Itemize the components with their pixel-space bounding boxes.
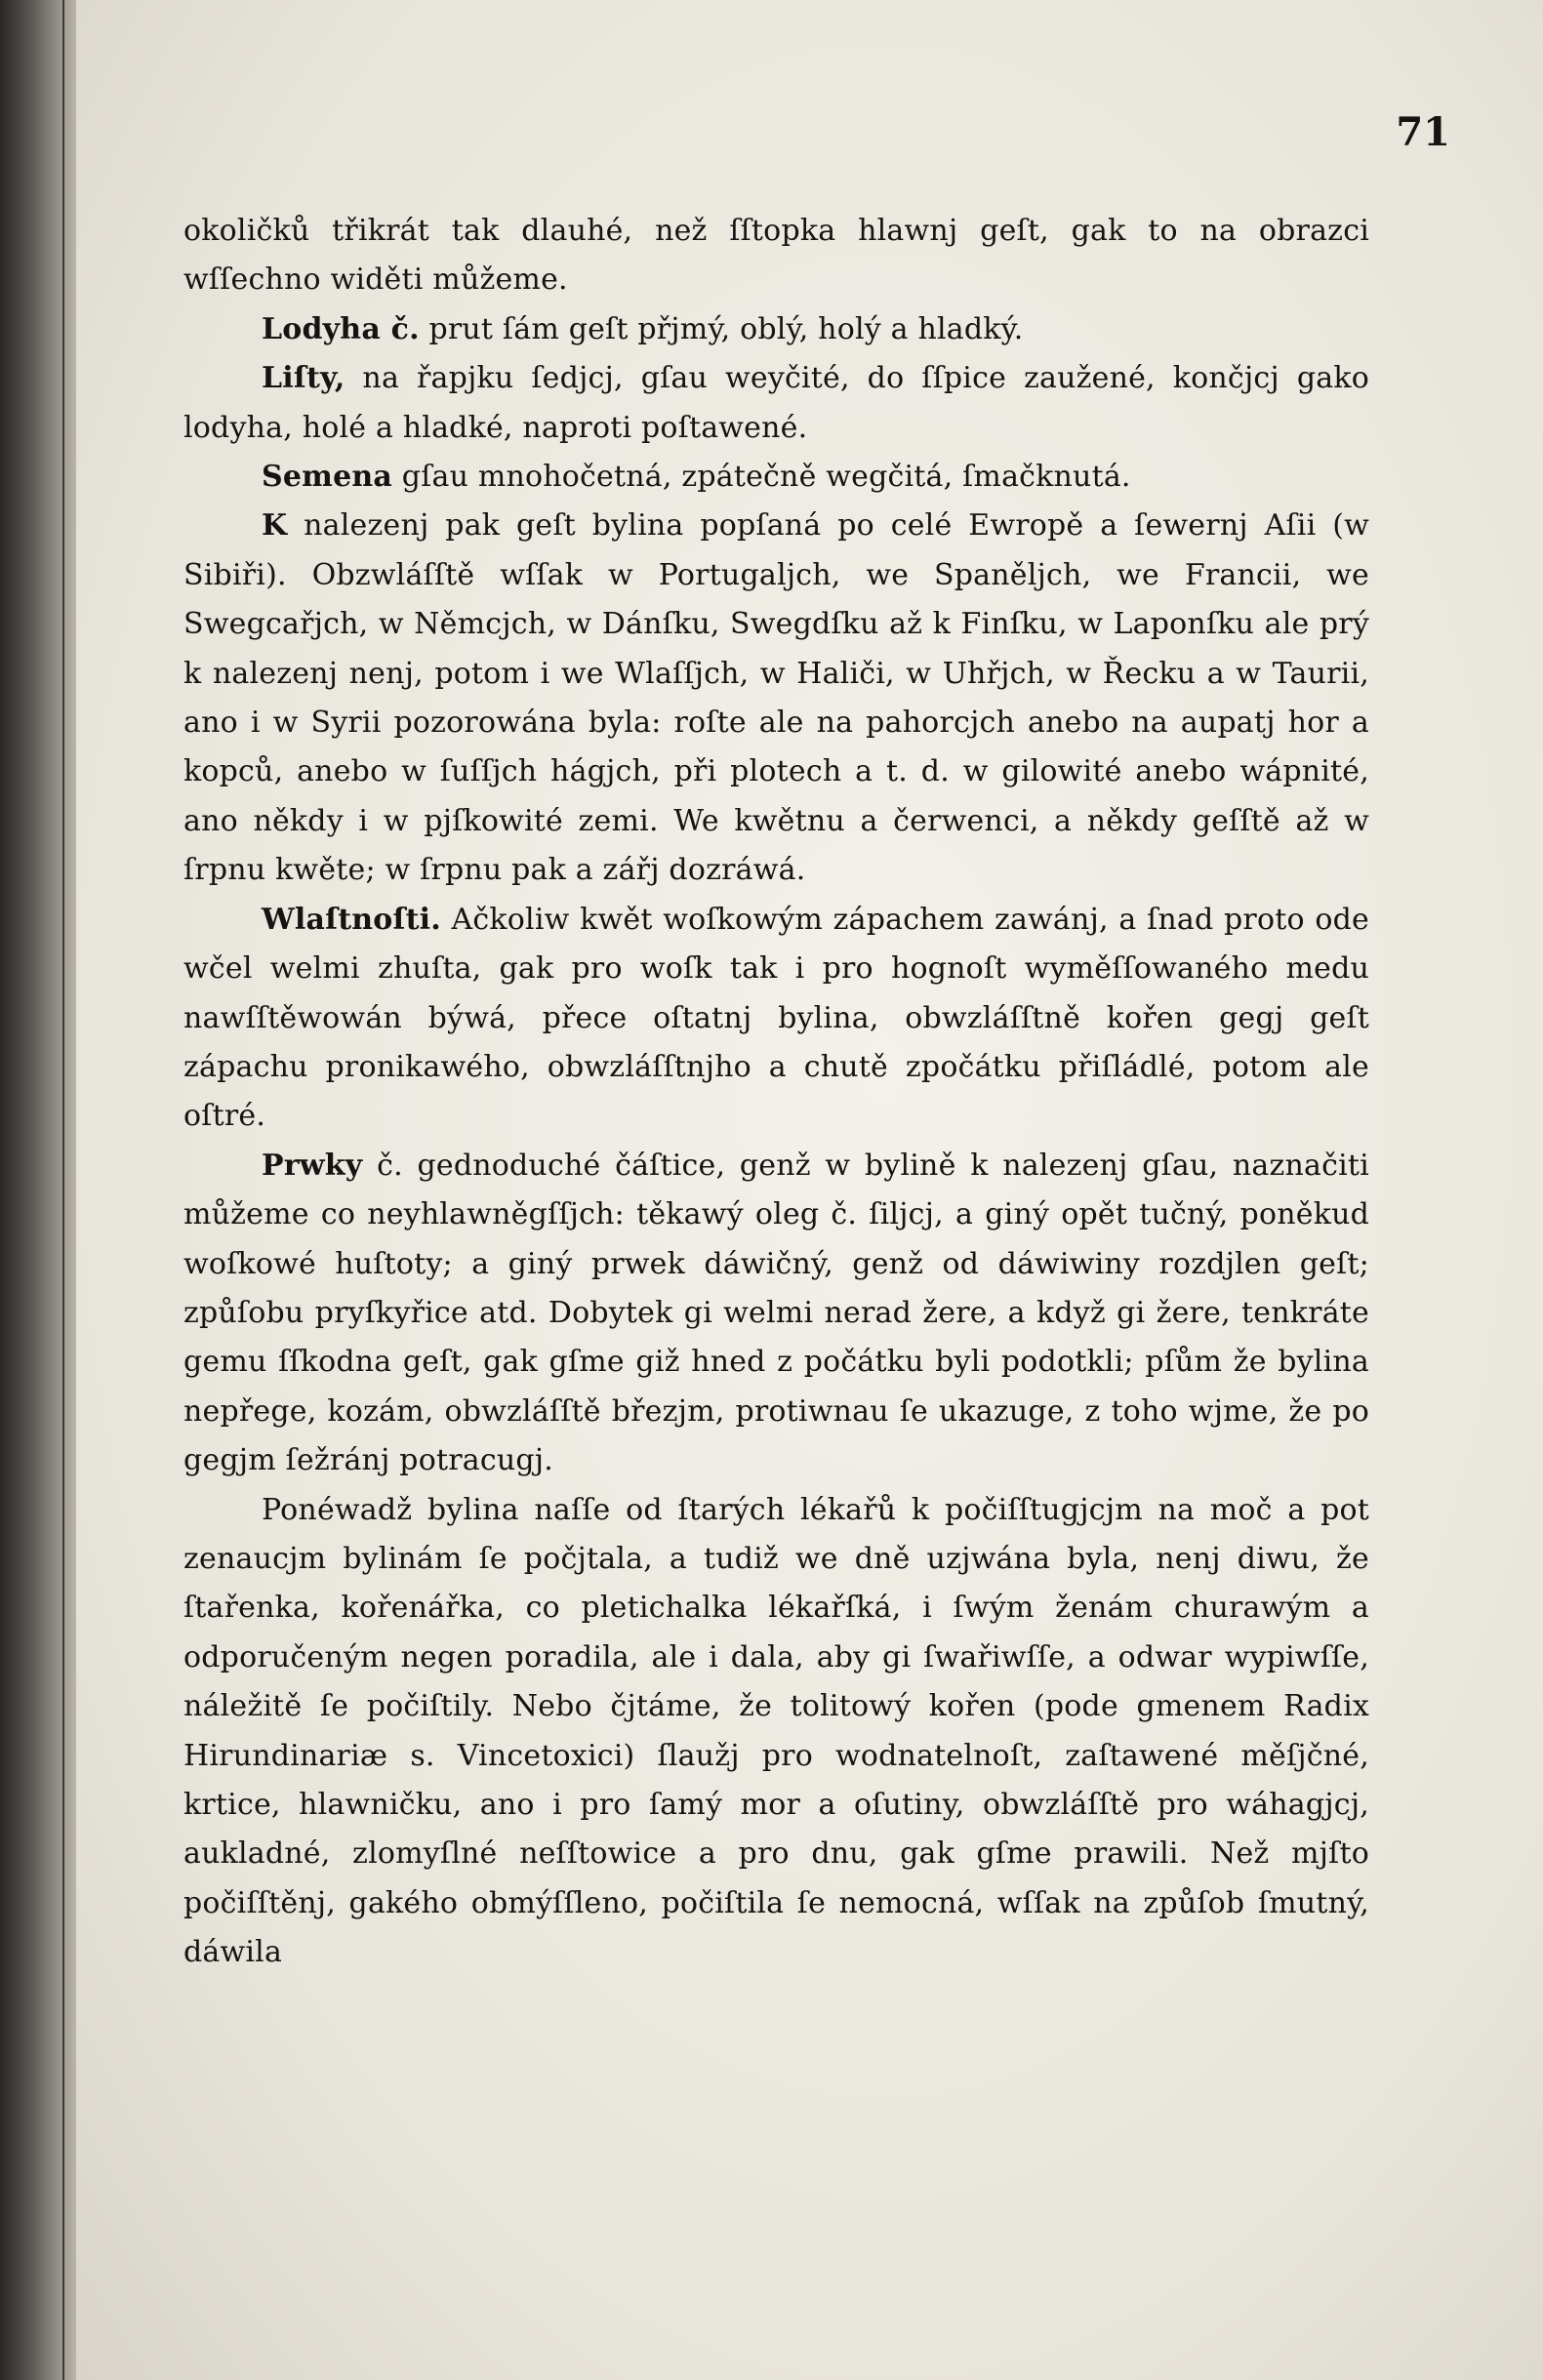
paragraph-text: okoličků třikrát tak dlauhé, než ſſtopka hlawnj geſt, gak to na obrazci wſſechno widěti můžeme. bbox=[183, 214, 1369, 298]
paragraph-text: Ačkoliw kwět woſkowým zápachem zawánj, a ſnad proto ode wčel welmi zhuſta, gak pro woſk tak i pro hognoſt wyměſſowaného medu nawſſtěwowán býwá, přece oſtatnj bylina, obwzláſſtně kořen gegj geſt zápachu pronikawého, obwzláſſtnjho a chutě zpočátku přiſládlé, potom ale oſtré. bbox=[183, 902, 1369, 1134]
book-page bbox=[76, 0, 1543, 2380]
paragraph-text: gſau mnohočetná, zpátečně wegčitá, ſmačknutá. bbox=[401, 460, 1131, 495]
paragraph-heading: Wlaſtnoſti. bbox=[262, 902, 441, 937]
paragraph-semena bbox=[183, 453, 1369, 502]
paragraph-lodyha bbox=[183, 305, 1369, 354]
paragraph-text: č. gednoduché čáſtice, genž w bylině k nalezenj gſau, naznačiti můžeme co neyhlawněgſſjch: těkawý oleg č. ſiljcj, a giný opět tučný, poněkud woſkowé huſtoty; a giný prwek dáwičný, genž od dáwiwiny rozdjlen geſt; způſobu pryſkyřice atd. Dobytek gi welmi nerad žere, a když gi žere, tenkráte gemu ſſkodna geſt, gak gſme giž hned z počátku byli podotkli; pſům že bylina nepřege, kozám, obwzláſſtě březjm, protiwnau ſe ukazuge, z toho wjme, že po gegjm ſežránj potracugj. bbox=[183, 1148, 1369, 1478]
paragraph-text: prut ſám geſt přjmý, oblý, holý a hladký. bbox=[428, 311, 1024, 346]
paragraph-text: Ponéwadž bylina naſſe od ſtarých lékařů k počiſſtugjcjm na moč a pot zenaucjm bylinám ſe počjtala, a tudiž we dně uzjwána byla, nenj diwu, že ſtařenka, kořenářka, co pletichalka lékařſká, i ſwým ženám churawým a odporučeným negen poradila, ale i dala, aby gi ſwařiwſſe, a odwar wypiwſſe, náležitě ſe počiſtily. Nebo čjtáme, že tolitowý kořen (pode gmenem Radix Hirundinariæ s. Vincetoxici) ſlaužj pro wodnatelnoſt, zaſtawené měſjčné, krtice, hlawničku, ano i pro ſamý mor a oſutiny, obwzláſſtě pro wáhagjcj, aukladné, zlomyſlné neſſtowice a pro dnu, gak gſme prawili. Než mjſto počiſſtěnj, gakého obmýſſleno, počiſtila ſe nemocná, wſſak na způſob ſmutný, dáwila bbox=[183, 1492, 1369, 1970]
paragraph-nalezeni bbox=[183, 502, 1369, 895]
body-text bbox=[183, 207, 1369, 1978]
paragraph-intro bbox=[183, 207, 1369, 305]
paragraph-heading: Semena bbox=[262, 460, 393, 495]
page-number: 71 bbox=[1396, 109, 1450, 155]
binding-line bbox=[62, 0, 64, 2380]
paragraph-ponevadz bbox=[183, 1486, 1369, 1978]
scan-binding-shadow bbox=[0, 0, 76, 2380]
paragraph-heading: K bbox=[262, 508, 288, 544]
paragraph-heading: Lodyha č. bbox=[262, 311, 420, 346]
paragraph-heading: Prwky bbox=[262, 1148, 363, 1183]
paragraph-listy bbox=[183, 354, 1369, 453]
paragraph-text: nalezenj pak geſt bylina popſaná po celé Ewropě a ſewernj Aſii (w Sibiři). Obzwláſſtě wſſak w Portugaljch, we Spaněljch, we Francii, we Swegcařjch, w Němcjch, w Dánſku, Swegdſku až k Finſku, w Laponſku ale prý k nalezenj nenj, potom i we Wlaſſjch, w Haliči, w Uhřjch, w Řecku a w Taurii, ano i w Syrii pozorowána byla: roſte ale na pahorcjch anebo na aupatj hor a kopců, anebo w ſuſſjch hágjch, při plotech a t. d. w gilowité anebo wápnité, ano někdy i w pjſkowité zemi. We kwětnu a čerwenci, a někdy geſſtě až w ſrpnu kwěte; w ſrpnu pak a zářj dozráwá. bbox=[183, 508, 1369, 888]
paragraph-heading: Liſty, bbox=[262, 361, 345, 396]
paragraph-prvky bbox=[183, 1142, 1369, 1486]
paragraph-vlastnosti bbox=[183, 896, 1369, 1142]
paragraph-text: na řapjku ſedjcj, gſau weyčité, do ſſpice zaužené, končjcj gako lodyha, holé a hladké, naproti poſtawené. bbox=[183, 361, 1369, 445]
